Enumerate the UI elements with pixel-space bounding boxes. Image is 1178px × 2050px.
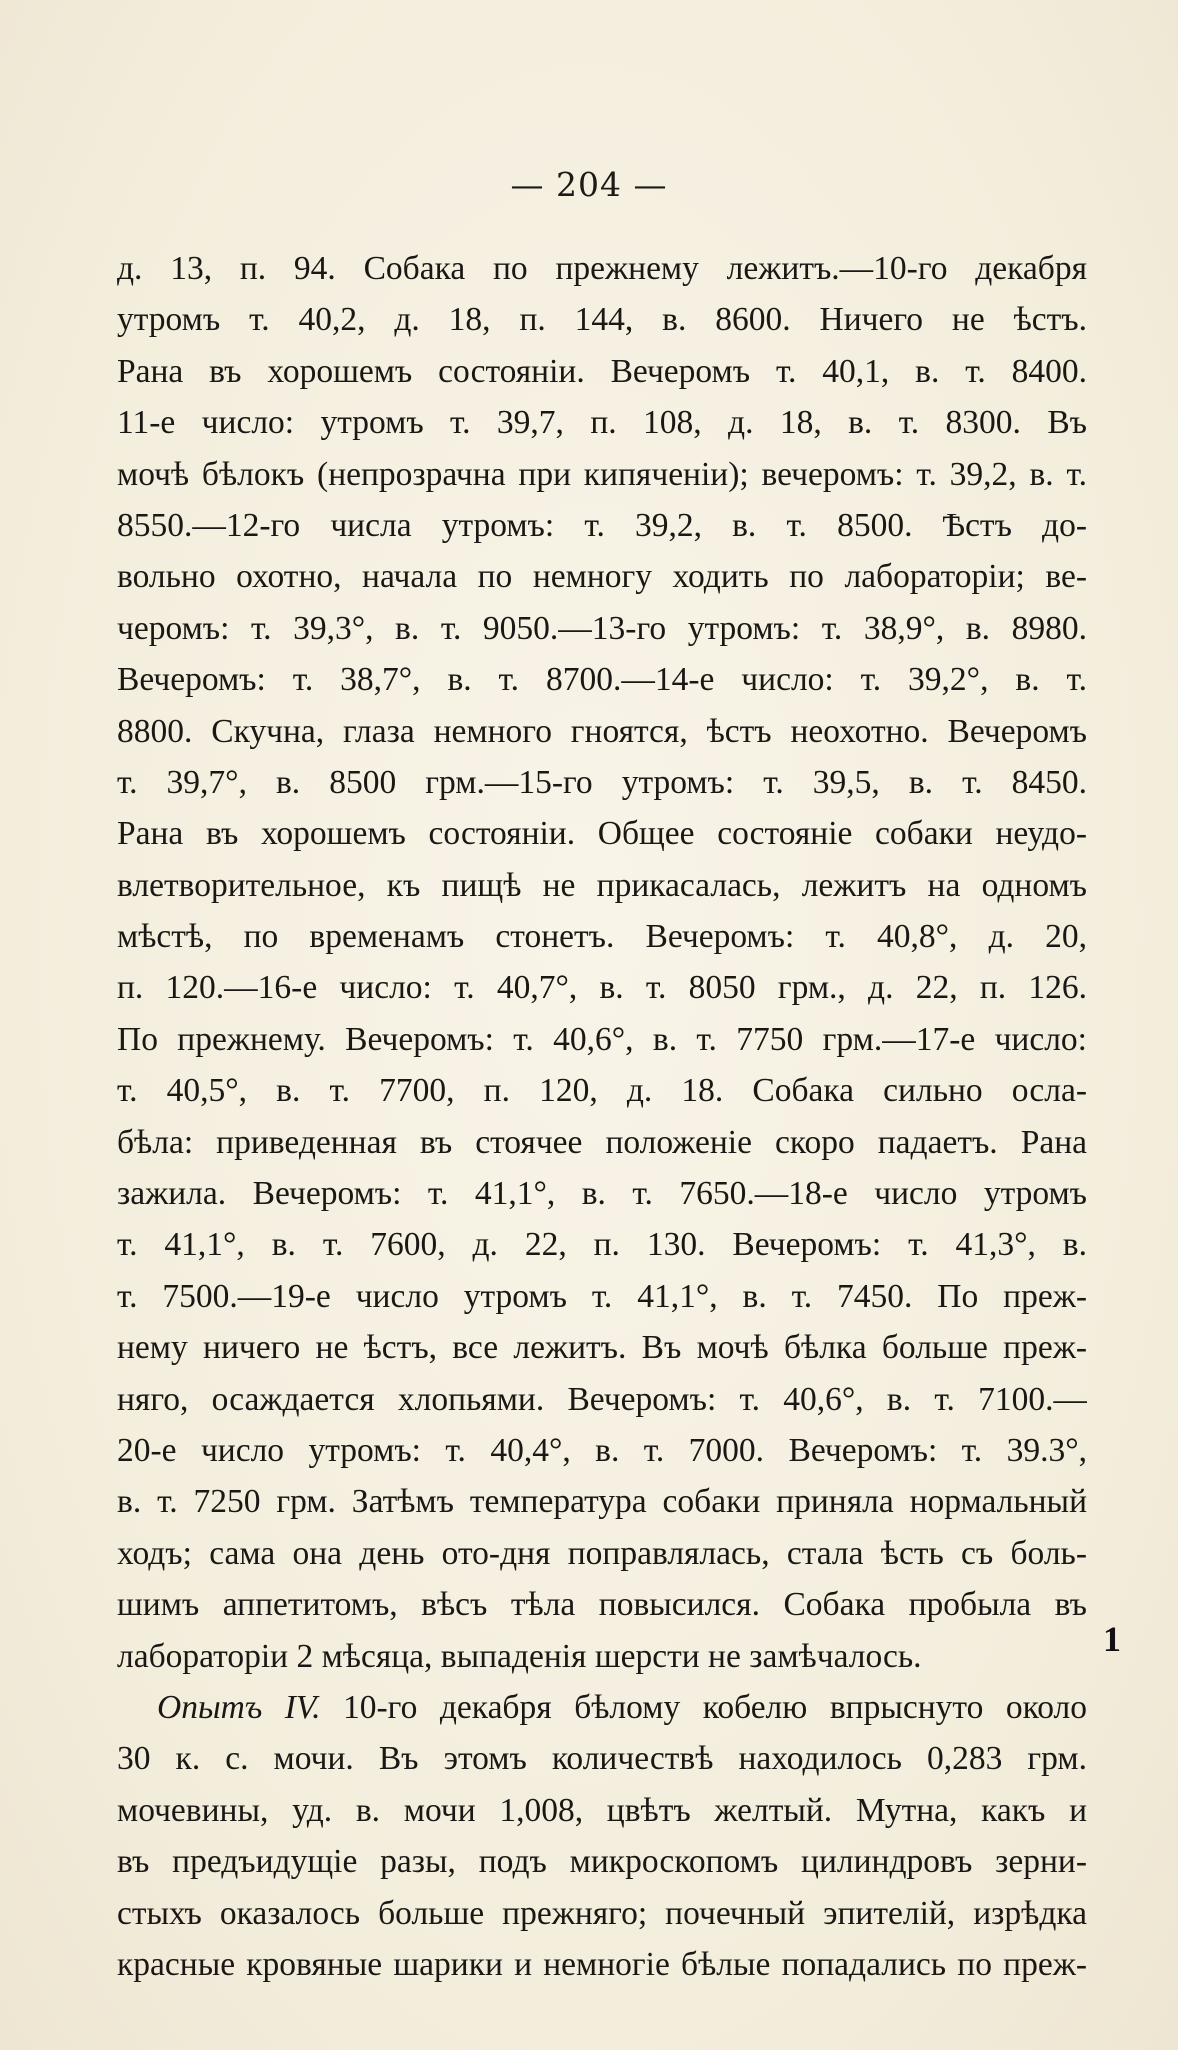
text-line: вольно охотно, начала по немногу ходить по лабораторіи; ве- <box>117 558 1087 596</box>
text-line: т. 7500.—19-е число утромъ т. 41,1°, в. т. 7450. По преж- <box>117 1277 1087 1315</box>
text-line: т. 39,7°, в. 8500 грм.—15-го утромъ: т. 39,5, в. т. 8450. <box>117 763 1087 801</box>
text-line: мѣстѣ, по временамъ стонетъ. Вечеромъ: т. 40,8°, д. 20, <box>117 918 1087 956</box>
text-line: 20-е число утромъ: т. 40,4°, в. т. 7000. Вечеромъ: т. 39.3°, <box>117 1431 1087 1469</box>
text-line: По прежнему. Вечеромъ: т. 40,6°, в. т. 7750 грм.—17-е число: <box>117 1020 1087 1058</box>
text-line: д. 13, п. 94. Собака по прежнему лежитъ.—10-го декабря <box>117 250 1087 287</box>
text-line: 11-е число: утромъ т. 39,7, п. 108, д. 18, в. т. 8300. Въ <box>117 404 1087 442</box>
text-line: п. 120.—16-е число: т. 40,7°, в. т. 8050 грм., д. 22, п. 126. <box>117 969 1087 1007</box>
experiment-first-line-text: 10-го декабря бѣлому кобелю впрыснуто около <box>343 1688 1087 1726</box>
text-line: влетворительное, къ пищѣ не прикасалась, лежитъ на одномъ <box>117 866 1087 904</box>
text-line: мочевины, уд. в. мочи 1,008, цвѣтъ желтый. Мутна, какъ и <box>117 1791 1087 1829</box>
paragraph-last-line: лабораторіи 2 мѣсяца, выпаденія шерсти не замѣчалось. <box>117 1637 922 1675</box>
text-line: в. т. 7250 грм. Затѣмъ температура собаки приняла нормальный <box>117 1483 1087 1521</box>
text-line: т. 41,1°, в. т. 7600, д. 22, п. 130. Вечеромъ: т. 41,3°, в. <box>117 1226 1087 1264</box>
text-line: нему ничего не ѣстъ, все лежитъ. Въ мочѣ бѣлка больше преж- <box>117 1329 1087 1367</box>
margin-mark: 1 <box>1103 1619 1121 1659</box>
text-line: стыхъ оказалось больше прежняго; почечный эпителій, изрѣдка <box>117 1894 1087 1932</box>
experiment-title: Опытъ IV. <box>157 1688 321 1726</box>
text-line: шимъ аппетитомъ, вѣсъ тѣла повысился. Собака пробыла въ <box>117 1586 1087 1624</box>
text-line: зажила. Вечеромъ: т. 41,1°, в. т. 7650.—18-е число утромъ <box>117 1175 1087 1213</box>
text-line: въ предъидущіе разы, подъ микроскопомъ цилиндровъ зерни- <box>117 1843 1087 1881</box>
text-line: няго, осаждается хлопьями. Вечеромъ: т. 40,6°, в. т. 7100.— <box>117 1380 1087 1418</box>
text-line: 30 к. с. мочи. Въ этомъ количествѣ находилось 0,283 грм. <box>117 1740 1087 1778</box>
text-line: 8550.—12-го числа утромъ: т. 39,2, в. т. 8500. Ѣстъ до- <box>117 506 1087 544</box>
text-line: красные кровяные шарики и немногіе бѣлые попадались по преж- <box>117 1945 1087 1983</box>
text-line: ходъ; сама она день ото-дня поправлялась, стала ѣсть съ боль- <box>117 1534 1087 1572</box>
text-line: Вечеромъ: т. 38,7°, в. т. 8700.—14-е число: т. 39,2°, в. т. <box>117 661 1087 699</box>
body-text <box>117 243 1087 1990</box>
text-line: Рана въ хорошемъ состояніи. Вечеромъ т. 40,1, в. т. 8400. <box>117 352 1087 390</box>
text-line: бѣла: приведенная въ стоячее положеніе скоро падаетъ. Рана <box>117 1123 1087 1161</box>
text-line: 8800. Скучна, глаза немного гноятся, ѣстъ неохотно. Вечеромъ <box>117 712 1087 750</box>
experiment-heading-line <box>117 1682 1087 1733</box>
page-number: — 204 — <box>510 165 668 204</box>
text-line: черомъ: т. 39,3°, в. т. 9050.—13-го утромъ: т. 38,9°, в. 8980. <box>117 609 1087 647</box>
text-line: утромъ т. 40,2, д. 18, п. 144, в. 8600. Ничего не ѣстъ. <box>117 301 1087 339</box>
text-line: Рана въ хорошемъ состояніи. Общее состояніе собаки неудо- <box>117 815 1087 853</box>
text-line: мочѣ бѣлокъ (непрозрачна при кипяченіи); вечеромъ: т. 39,2, в. т. <box>117 455 1087 493</box>
text-line: т. 40,5°, в. т. 7700, п. 120, д. 18. Собака сильно осла- <box>117 1072 1087 1110</box>
